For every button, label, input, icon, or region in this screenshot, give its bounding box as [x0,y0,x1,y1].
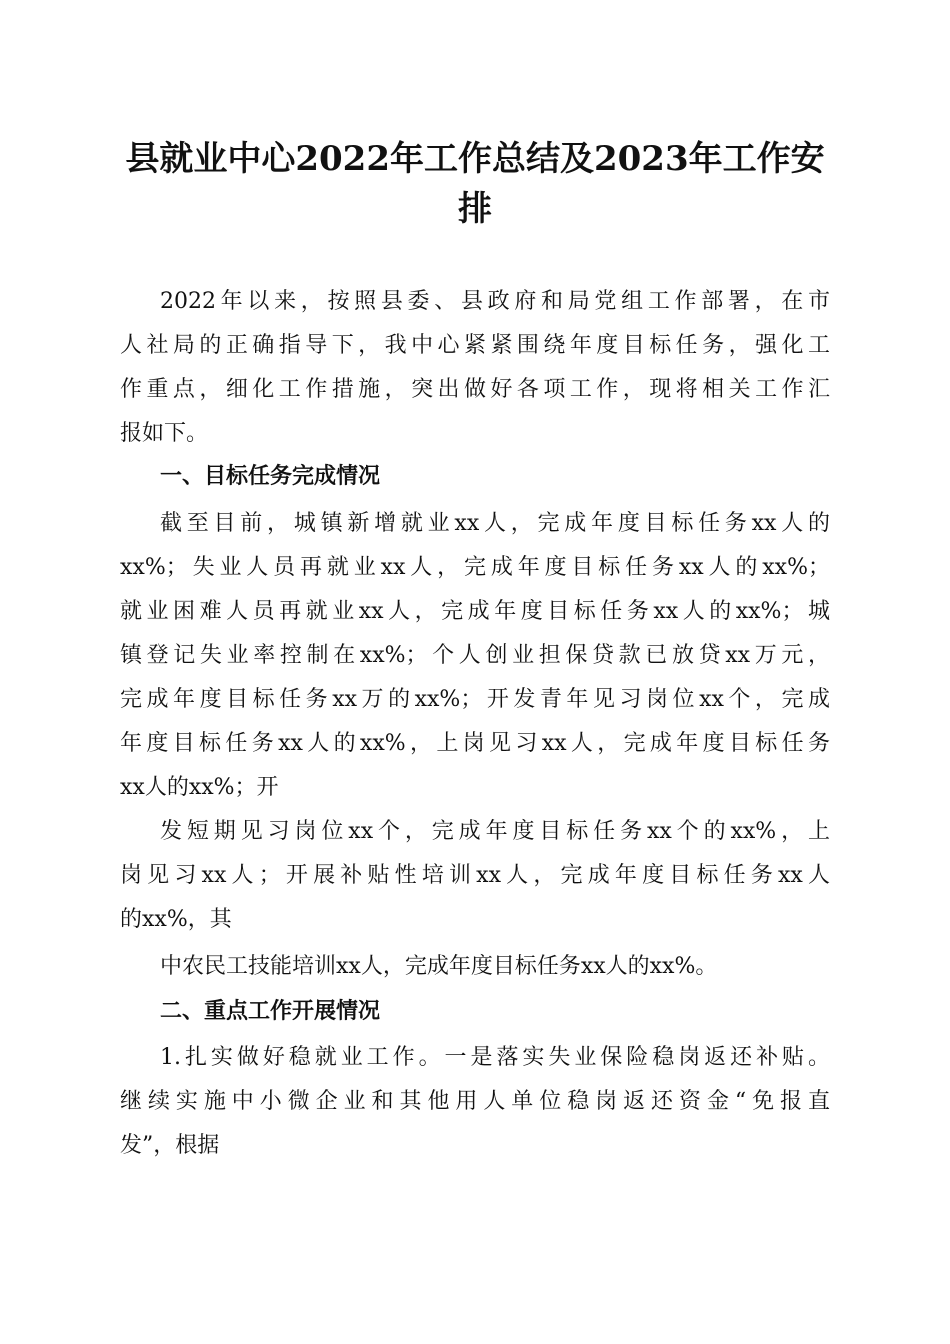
intro-line-2: 人社局的正确指导下，我中心紧紧围绕年度目标任务，强化工 [120,333,830,358]
section2-p1-line-1: 1.扎实做好稳就业工作。一是落实失业保险稳岗返还补贴。 [160,1045,830,1070]
section1-p3-line-1: 中农民工技能培训xx人，完成年度目标任务xx人的xx%。 [160,954,718,979]
section1-p1-line-7: xx人的xx%；开 [120,775,279,800]
section2-p1-line-3: 发”，根据 [120,1133,220,1158]
section1-p2-line-1: 发短期见习岗位xx个，完成年度目标任务xx个的xx%，上 [160,819,830,844]
section1-p1-line-1: 截至目前，城镇新增就业xx人，完成年度目标任务xx人的 [160,511,830,536]
section1-p2-line-3: 的xx%，其 [120,907,232,932]
intro-line-3: 作重点，细化工作措施，突出做好各项工作，现将相关工作汇 [120,377,830,402]
intro-line-4: 报如下。 [120,421,209,446]
document-title-line-1: 县就业中心2022年工作总结及2023年工作安 [125,139,825,179]
section1-p2-line-2: 岗见习xx人；开展补贴性培训xx人，完成年度目标任务xx人 [120,863,830,888]
section1-p1-line-3: 就业困难人员再就业xx人，完成年度目标任务xx人的xx%；城 [120,599,830,624]
section-heading-2: 二、重点工作开展情况 [160,999,381,1024]
document-title-line-2: 排 [458,189,492,229]
section1-p1-line-6: 年度目标任务xx人的xx%，上岗见习xx人，完成年度目标任务 [120,731,830,756]
section-heading-1: 一、目标任务完成情况 [160,464,381,489]
section1-p1-line-5: 完成年度目标任务xx万的xx%；开发青年见习岗位xx个，完成 [120,687,830,712]
intro-line-1: 2022年以来，按照县委、县政府和局党组工作部署，在市 [160,289,830,314]
section2-p1-line-2: 继续实施中小微企业和其他用人单位稳岗返还资金“免报直 [120,1089,830,1114]
section1-p1-line-2: xx%；失业人员再就业xx人，完成年度目标任务xx人的xx%； [120,555,830,580]
section1-p1-line-4: 镇登记失业率控制在xx%；个人创业担保贷款已放贷xx万元， [120,643,830,668]
